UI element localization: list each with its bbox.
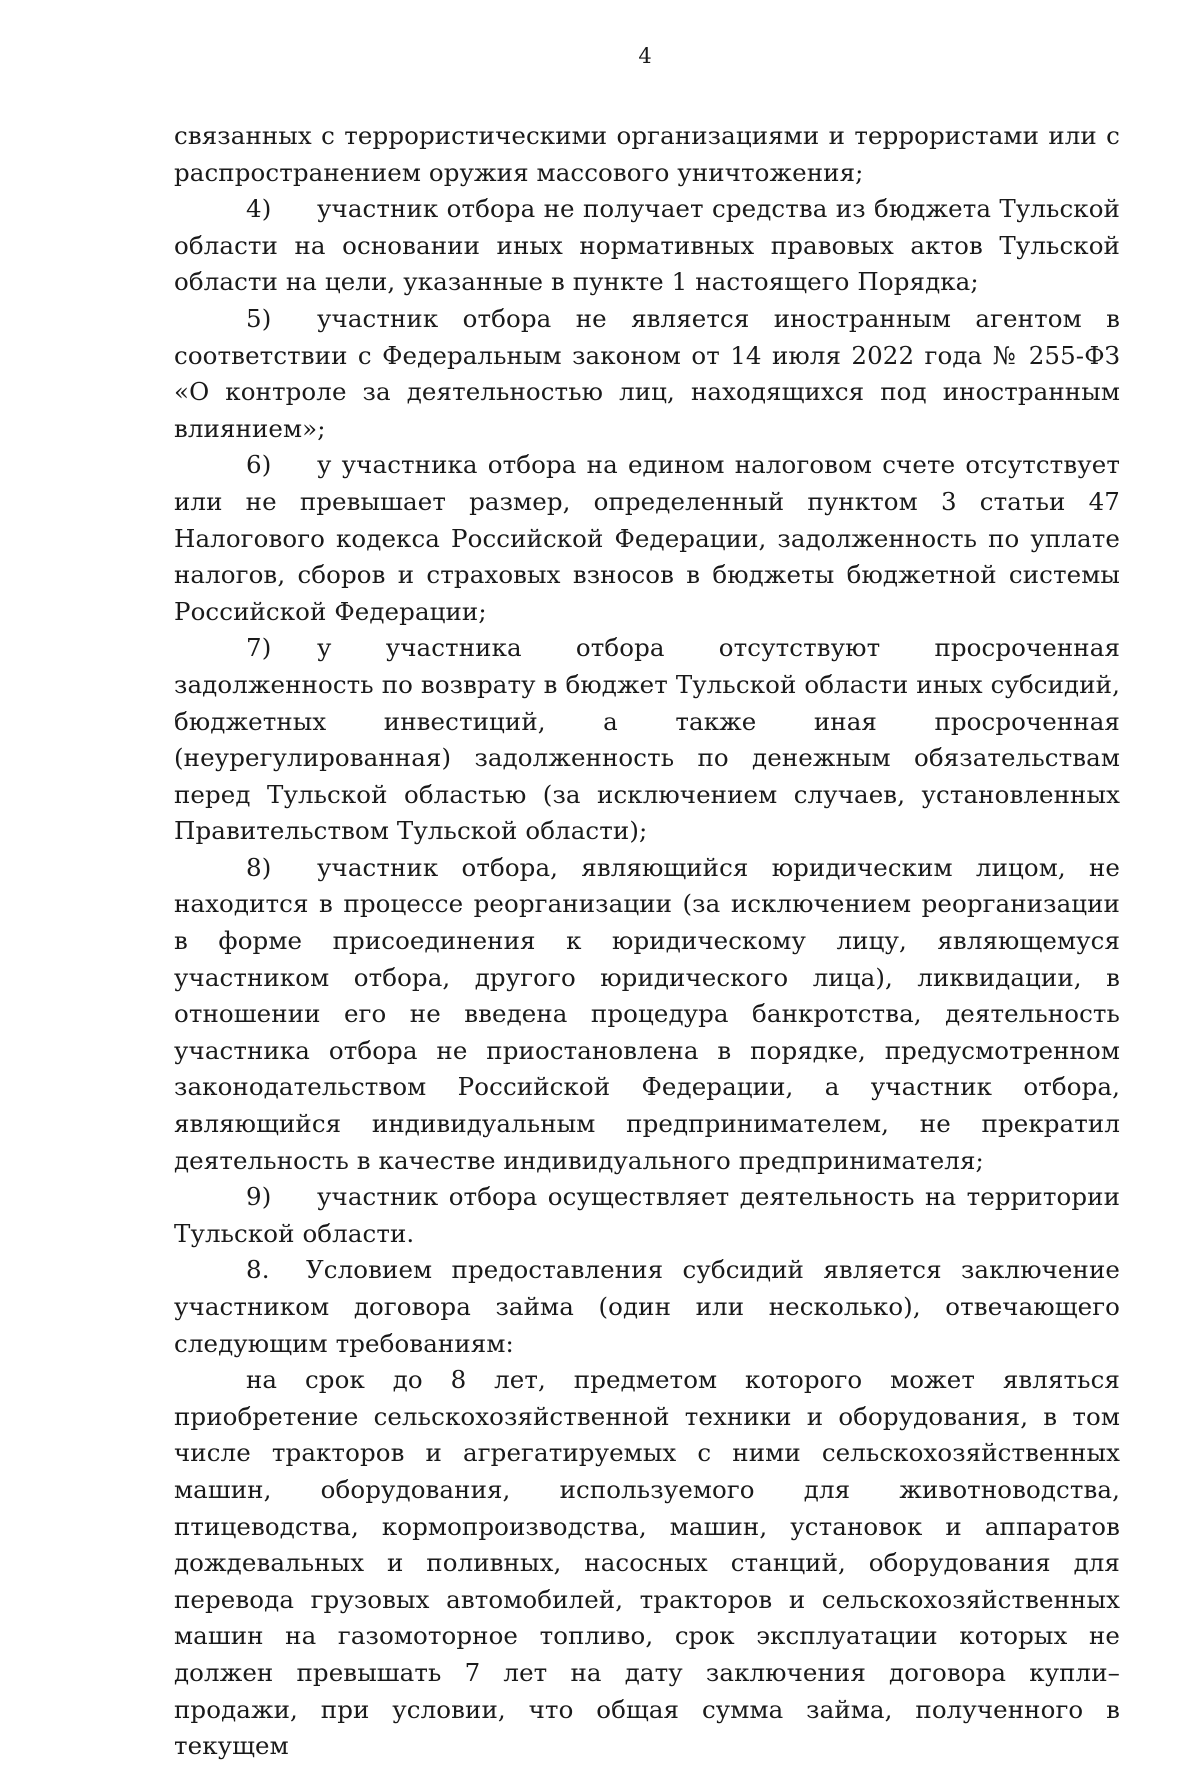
- paragraph-continuation: связанных с террористическими организациями и террористами или с распространением оружия массового уничтожения;: [174, 121, 1120, 187]
- list-item-number: 5): [246, 303, 272, 333]
- list-item-text: у участника отбора на едином налоговом счете отсутствует или не превышает размер, определенный пунктом 3 статьи 47 Налогового кодекса Российской Федерации, задолженность по уплате налогов, сборов и страховых взносов в бюджеты бюджетной системы Российской Федерации;: [174, 450, 1120, 626]
- list-item-text: участник отбора, являющийся юридическим лицом, не находится в процессе реорганизации (за исключением реорганизации в форме присоединения к юридическому лицу, являющемуся участником отбора, другого юридического лица), ликвидации, в отношении его не введена процедура банкротства, деятельность участника отбора не приостановлена в порядке, предусмотренном законодательством Российской Федерации, а участник отбора, являющийся индивидуальным предпринимателем, не прекратил деятельность в качестве индивидуального предпринимателя;: [174, 852, 1120, 1175]
- list-item-number: 7): [246, 633, 272, 663]
- list-item-text: участник отбора не является иностранным агентом в соответствии с Федеральным законом от 14 июля 2022 года № 255-ФЗ «О контроле за деятельностью лиц, находящихся под иностранным влиянием»;: [174, 303, 1120, 443]
- page-number: 4: [638, 44, 652, 68]
- list-item-number: 4): [246, 194, 272, 224]
- list-item-7: [174, 630, 1120, 850]
- section-number: 8.: [246, 1255, 270, 1285]
- list-item-text: участник отбора осуществляет деятельность на территории Тульской области.: [174, 1182, 1120, 1248]
- paragraph-loan-terms: на срок до 8 лет, предметом которого может являться приобретение сельскохозяйственной техники и оборудования, в том числе тракторов и агрегатируемых с ними сельскохозяйственных машин, оборудования, используемого для животноводства, птицеводства, кормопроизводства, машин, установок и аппаратов дождевальных и поливных, насосных станций, оборудования для перевода грузовых автомобилей, тракторов и сельскохозяйственных машин на газомоторное топливо, срок эксплуатации которых не должен превышать 7 лет на дату заключения договора купли–продажи, при условии, что общая сумма займа, полученного в текущем: [174, 1365, 1120, 1761]
- section-8: [174, 1252, 1120, 1362]
- list-item-number: 6): [246, 450, 272, 480]
- list-item-6: [174, 447, 1120, 630]
- list-item-number: 9): [246, 1182, 272, 1212]
- list-item-5: [174, 301, 1120, 447]
- list-item-number: 8): [246, 852, 272, 882]
- list-item-4: [174, 191, 1120, 301]
- document-body: [174, 118, 1120, 1765]
- list-item-9: [174, 1179, 1120, 1252]
- list-item-8: [174, 850, 1120, 1179]
- list-item-text: у участника отбора отсутствуют просроченная задолженность по возврату в бюджет Тульской области иных субсидий, бюджетных инвестиций, а также иная просроченная (неурегулированная) задолженность по денежным обязательствам перед Тульской областью (за исключением случаев, установленных Правительством Тульской области);: [174, 633, 1120, 846]
- section-text: Условием предоставления субсидий является заключение участником договора займа (один или несколько), отвечающего следующим требованиям:: [174, 1255, 1120, 1358]
- list-item-text: участник отбора не получает средства из бюджета Тульской области на основании иных нормативных правовых актов Тульской области на цели, указанные в пункте 1 настоящего Порядка;: [174, 194, 1120, 297]
